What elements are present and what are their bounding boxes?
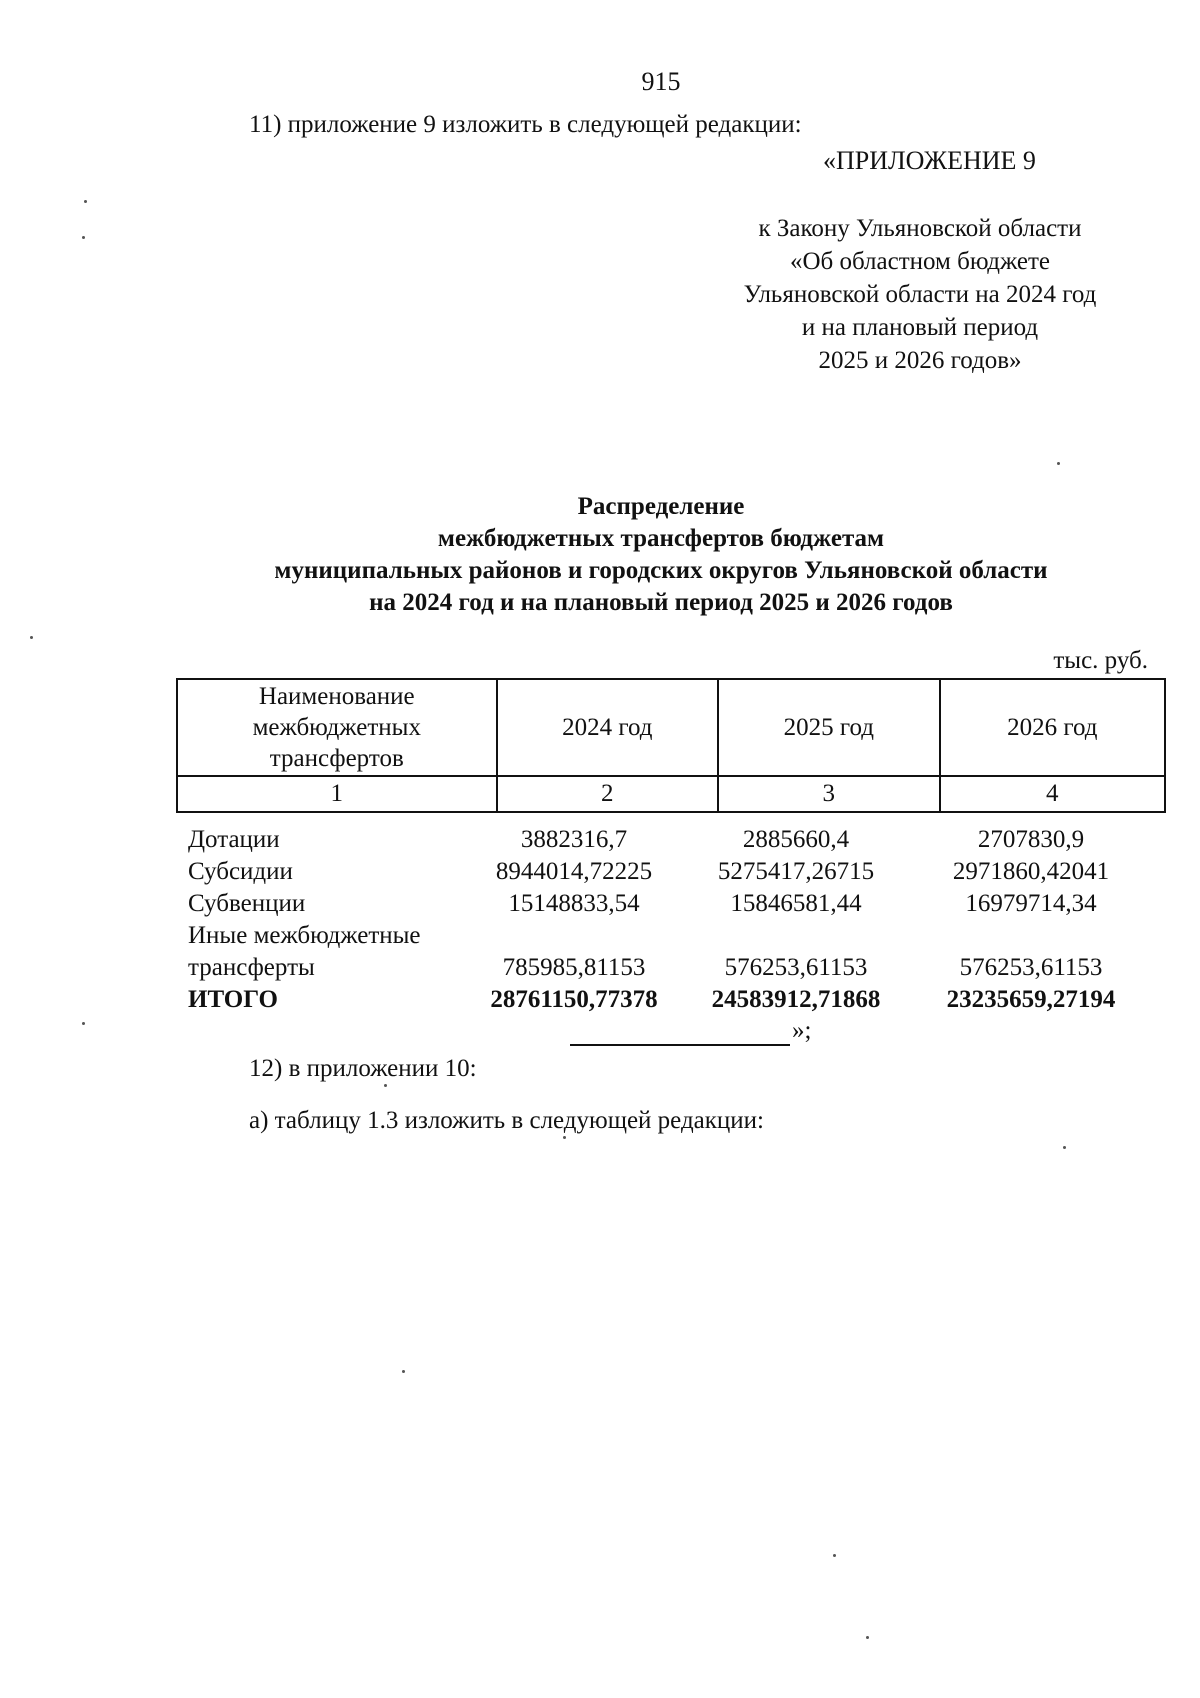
total-label: ИТОГО [188, 986, 278, 1013]
value-2026: 576253,61153 [959, 954, 1103, 981]
column-number: 1 [177, 776, 497, 812]
appendix-title: «ПРИЛОЖЕНИЕ 9 [823, 146, 1036, 175]
header-year-2024: 2024 год [497, 679, 718, 776]
intro-paragraph: 11) приложение 9 изложить в следующей редакции: [249, 111, 802, 138]
scan-speck [833, 1554, 836, 1557]
table-title-line: на 2024 год и на плановый период 2025 и 2026 годов [369, 589, 953, 616]
value-2026: 2707830,9 [977, 826, 1085, 853]
scan-speck [563, 1136, 566, 1139]
scan-speck [84, 200, 87, 203]
value-2024: 8944014,72225 [495, 858, 653, 885]
table-row [176, 888, 1166, 920]
table-total-row [176, 984, 1166, 1016]
value-2025: 2885660,4 [742, 826, 850, 853]
table-title-line: Распределение [577, 493, 745, 520]
row-name: Субвенции [188, 890, 306, 917]
scan-speck [1063, 1146, 1066, 1149]
row-name: Субсидии [188, 858, 293, 885]
row-name: трансферты [188, 954, 315, 981]
value-2025: 5275417,26715 [717, 858, 875, 885]
appendix-ref-line: 2025 и 2026 годов» [818, 347, 1022, 374]
header-name-cell [177, 679, 497, 776]
page-number: 915 [641, 67, 681, 96]
value-2024: 785985,81153 [502, 954, 646, 981]
table-header [176, 678, 1166, 813]
value-2024: 15148833,54 [508, 890, 640, 917]
table-row [176, 856, 1166, 888]
row-name: Дотации [188, 826, 280, 853]
header-name-line: Наименование [258, 682, 415, 710]
row-name: Иные межбюджетные [188, 922, 421, 949]
total-2024: 28761150,77378 [490, 986, 658, 1013]
closing-quote: »; [792, 1017, 812, 1044]
value-2025: 15846581,44 [730, 890, 862, 917]
appendix-ref-line: «Об областном бюджете [789, 248, 1051, 275]
total-2026: 23235659,27194 [946, 986, 1116, 1013]
column-number: 4 [940, 776, 1165, 812]
sub-paragraph: а) таблицу 1.3 изложить в следующей редакции: [249, 1107, 764, 1134]
column-number: 3 [718, 776, 939, 812]
header-year-2026: 2026 год [940, 679, 1165, 776]
closing-mark [570, 1016, 811, 1046]
total-2025: 24583912,71868 [711, 986, 881, 1013]
header-name-line: межбюджетных [252, 713, 421, 741]
scan-speck [384, 1084, 387, 1087]
table-title-line: муниципальных районов и городских округов Ульяновской области [274, 557, 1048, 584]
next-paragraph: 12) в приложении 10: [249, 1055, 477, 1082]
appendix-ref-line: Ульяновской области на 2024 год [743, 281, 1097, 308]
header-name-line: трансфертов [269, 745, 404, 773]
table-title-line: межбюджетных трансфертов бюджетам [437, 525, 885, 552]
column-number: 2 [497, 776, 718, 812]
table-row-name-continued [176, 920, 1166, 952]
table-row [176, 824, 1166, 856]
value-2026: 2971860,42041 [952, 858, 1110, 885]
closing-underline [570, 1022, 790, 1046]
appendix-reference [700, 214, 1140, 379]
scan-speck [82, 1022, 85, 1025]
appendix-ref-line: к Закону Ульяновской области [758, 215, 1082, 242]
scan-speck [866, 1636, 869, 1639]
appendix-ref-line: и на плановый период [801, 314, 1039, 341]
table-title [0, 492, 1200, 620]
value-2025: 576253,61153 [724, 954, 868, 981]
header-year-2025: 2025 год [718, 679, 939, 776]
value-2026: 16979714,34 [965, 890, 1097, 917]
scan-speck [1057, 462, 1060, 465]
scan-speck [82, 236, 85, 239]
scan-speck [402, 1370, 405, 1373]
units-label: тыс. руб. [1053, 647, 1148, 674]
scan-speck [30, 636, 33, 639]
value-2024: 3882316,7 [520, 826, 628, 853]
table-row [176, 952, 1166, 984]
